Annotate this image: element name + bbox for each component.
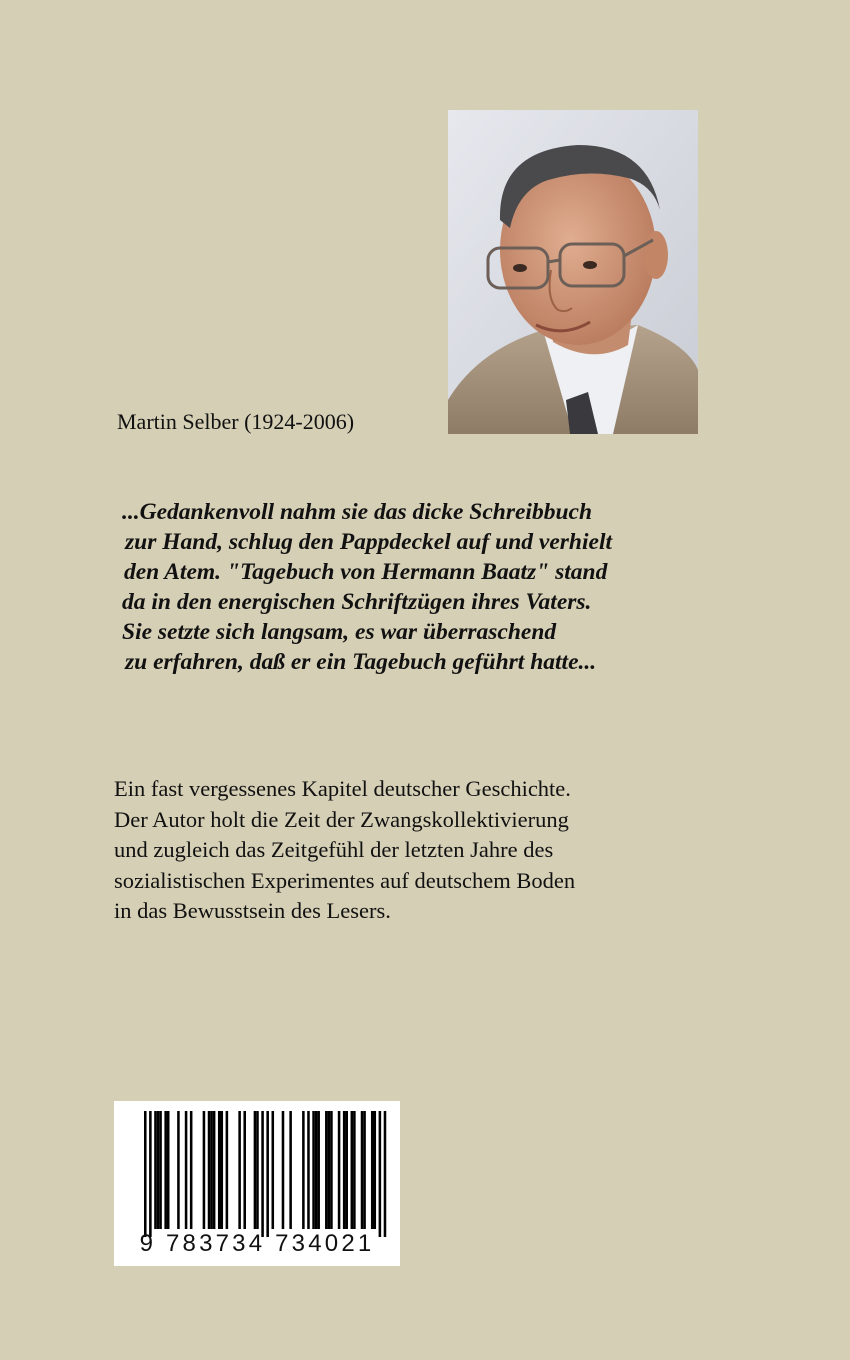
- barcode-bar: [312, 1111, 315, 1229]
- quote-line: ...Gedankenvoll nahm sie das dicke Schreibbuch: [122, 499, 593, 525]
- quote-line: da in den energischen Schriftzügen ihres Vaters.: [122, 589, 592, 615]
- description-line: in das Bewusstsein des Lesers.: [114, 898, 391, 923]
- barcode-bar: [379, 1111, 382, 1237]
- barcode-bar: [343, 1111, 346, 1229]
- barcode-bar: [282, 1111, 285, 1229]
- barcode-bar: [226, 1111, 229, 1229]
- barcode-bar: [177, 1111, 180, 1229]
- barcode-bar: [208, 1111, 211, 1229]
- author-portrait-image: [448, 110, 698, 434]
- description-line: und zugleich das Zeitgefühl der letzten Jahre des: [114, 837, 554, 862]
- barcode-bar: [363, 1111, 366, 1229]
- barcode-bar: [302, 1111, 305, 1229]
- barcode-bar: [167, 1111, 170, 1229]
- barcode-bar: [238, 1111, 241, 1229]
- barcode-bar: [213, 1111, 216, 1229]
- quote-line: zu erfahren, daß er ein Tagebuch geführt hatte...: [125, 649, 597, 675]
- barcode-bar: [272, 1111, 275, 1229]
- book-description: [114, 774, 774, 927]
- barcode-bar: [157, 1111, 160, 1229]
- excerpt-quote: [122, 497, 762, 677]
- barcode-bar: [203, 1111, 206, 1229]
- barcode-bar: [345, 1111, 348, 1229]
- barcode-bar: [338, 1111, 341, 1229]
- barcode-bar: [266, 1111, 269, 1237]
- quote-line: zur Hand, schlug den Pappdeckel auf und verhielt: [125, 529, 613, 555]
- barcode-bar: [374, 1111, 377, 1229]
- isbn-barcode: [114, 1101, 400, 1266]
- barcode-bar: [361, 1111, 364, 1229]
- author-caption: Martin Selber (1924-2006): [117, 409, 355, 434]
- barcode-bar: [190, 1111, 193, 1229]
- barcode-bar: [384, 1111, 387, 1237]
- barcode-bar: [371, 1111, 374, 1229]
- barcode-bar: [154, 1111, 157, 1229]
- barcode-bar: [315, 1111, 318, 1229]
- isbn-digits: 9 783734 734021: [139, 1230, 375, 1257]
- barcode-bar: [317, 1111, 320, 1229]
- description-line: sozialistischen Experimentes auf deutschem Boden: [114, 867, 576, 893]
- description-line: Ein fast vergessenes Kapitel deutscher Geschichte.: [114, 776, 571, 801]
- barcode-bar: [351, 1111, 354, 1229]
- barcode-bar: [289, 1111, 292, 1229]
- quote-line: Sie setzte sich langsam, es war überraschend: [122, 619, 557, 645]
- barcode-bar: [256, 1111, 259, 1229]
- barcode-bar: [325, 1111, 328, 1229]
- barcode-bar: [164, 1111, 167, 1229]
- barcode-bar: [144, 1111, 147, 1237]
- barcode-bar: [254, 1111, 257, 1229]
- barcode-bar: [210, 1111, 213, 1229]
- barcode-bar: [221, 1111, 224, 1229]
- description-line: Der Autor holt die Zeit der Zwangskollektivierung: [114, 806, 569, 832]
- barcode-bar: [159, 1111, 162, 1229]
- barcode-bar: [328, 1111, 331, 1229]
- author-photo: [448, 110, 698, 434]
- barcode-bar: [353, 1111, 356, 1229]
- barcode-bar: [149, 1111, 152, 1237]
- barcode-bar: [307, 1111, 310, 1229]
- barcode-bar: [185, 1111, 188, 1229]
- barcode-bar: [243, 1111, 246, 1229]
- barcode-bar: [330, 1111, 333, 1229]
- barcode-bar: [218, 1111, 221, 1229]
- quote-line: den Atem. "Tagebuch von Hermann Baatz" stand: [124, 559, 608, 585]
- barcode-bar: [261, 1111, 264, 1237]
